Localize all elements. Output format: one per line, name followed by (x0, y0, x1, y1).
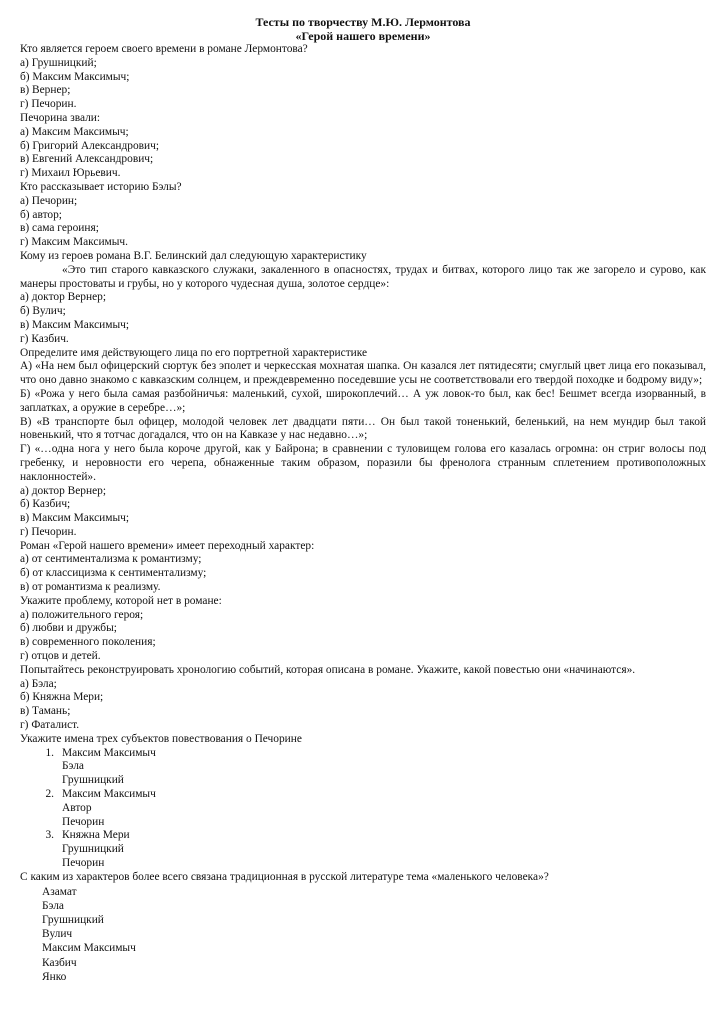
question-5 (20, 347, 706, 540)
question-9 (20, 733, 706, 871)
question-text: Кто рассказывает историю Бэлы? (20, 180, 182, 193)
option-name: Бэла (62, 760, 84, 773)
answer-option: б) Максим Максимыч; (20, 70, 130, 83)
question-text: Кому из героев романа В.Г. Белинский дал следующую характеристику (20, 249, 367, 262)
question-3 (20, 181, 706, 250)
portrait-d: Г) «…одна нога у него была короче другой, как у Байрона; в сравнении с туловищем голова его казалась огромна: он стриг волосы под гребенку, и неровности его черепа, обнаженные таким образом, поразили бы френолога странным сплетением противоположных наклонностей». (20, 443, 706, 483)
answer-option: г) Михаил Юрьевич. (20, 167, 121, 180)
question-text: Укажите имена трех субъектов повествования о Печорине (20, 732, 302, 745)
answer-option: б) Вулич; (20, 305, 66, 318)
numbered-option-3 (20, 829, 706, 843)
answer-option: в) Евгений Александрович; (20, 153, 154, 166)
option-name: Грушницкий (62, 774, 124, 787)
answer-option: Максим Максимыч (42, 942, 136, 955)
question-text: С каким из характеров более всего связана традиционная в русской литературе тема «маленького человека»? (20, 870, 549, 883)
question-1 (20, 43, 706, 112)
answer-option: б) Княжна Мери; (20, 691, 104, 704)
answer-option: б) от классицизма к сентиментализму; (20, 567, 207, 580)
numbered-option-2 (20, 788, 706, 802)
question-6 (20, 540, 706, 595)
answer-option: в) сама героиня; (20, 222, 99, 235)
question-2 (20, 112, 706, 181)
answer-option: г) Казбич. (20, 332, 69, 345)
answer-option: б) автор; (20, 208, 62, 221)
answer-option: Вулич (42, 928, 73, 941)
option-number: 1. (45, 746, 54, 759)
answer-option: в) Максим Максимыч; (20, 318, 130, 331)
answer-option: г) Максим Максимыч. (20, 236, 128, 249)
answer-option: в) Тамань; (20, 705, 71, 718)
question-7 (20, 595, 706, 664)
answer-option: Бэла (42, 899, 64, 912)
option-number: 3. (45, 829, 54, 842)
answer-option: б) Казбич; (20, 498, 71, 511)
portrait-b: Б) «Рожа у него была самая разбойничья: маленький, сухой, широкоплечий… А уж ловок-то был, как бес! Бешмет всегда изорванный, в заплатках, а оружие в серебре…»; (20, 387, 706, 414)
question-text: Печорина звали: (20, 111, 101, 124)
question-text: Попытайтесь реконструировать хронологию событий, которая описана в романе. Укажите, какой повестью они «начинаются». (20, 663, 636, 676)
answer-option: г) Печорин. (20, 525, 77, 538)
option-name: Княжна Мери (62, 829, 130, 842)
numbered-option-1 (20, 747, 706, 761)
question-text: Определите имя действующего лица по его портретной характеристике (20, 346, 368, 359)
title-line-1: Тесты по творчеству М.Ю. Лермонтова (255, 15, 471, 29)
question-text: Укажите проблему, которой нет в романе: (20, 594, 222, 607)
answer-option: в) от романтизма к реализму. (20, 581, 161, 594)
answer-option: в) Максим Максимыч; (20, 512, 130, 525)
portrait-c: В) «В транспорте был офицер, молодой человек лет двадцати пяти… Он был такой тоненький, беленький, на нем мундир был такой новенький, что я тотчас догадался, что он на Кавказе у нас недавно…»; (20, 415, 706, 442)
question-10 (20, 871, 706, 984)
portrait-a: А) «На нем был офицерский сюртук без эполет и черкесская мохнатая шапка. Он казался лет пятидесяти; смуглый цвет лица его показывал, что оно давно знакомо с кавказским солнцем, и преждевременно поседевшие усы не соответствовали его твердой походке и бодрому виду»; (20, 360, 706, 387)
answer-option: а) доктор Вернер; (20, 291, 106, 304)
answer-option: а) положительного героя; (20, 608, 144, 621)
option-name: Печорин (62, 857, 105, 870)
answer-option: а) Максим Максимыч; (20, 125, 129, 138)
answer-option: г) Фаталист. (20, 719, 80, 732)
answer-option: в) современного поколения; (20, 636, 156, 649)
option-number: 2. (45, 788, 54, 801)
option-name: Максим Максимыч (62, 788, 156, 801)
answer-option: Янко (42, 970, 67, 983)
answer-option: г) отцов и детей. (20, 650, 101, 663)
answer-option: Грушницкий (42, 914, 104, 927)
option-name: Максим Максимыч (62, 746, 156, 759)
document-title (20, 15, 706, 43)
answer-option: а) от сентиментализма к романтизму; (20, 553, 202, 566)
answer-option: Азамат (42, 885, 77, 898)
answer-option: а) доктор Вернер; (20, 484, 106, 497)
option-name: Автор (62, 801, 92, 814)
answer-option: в) Вернер; (20, 84, 71, 97)
question-text: Кто является героем своего времени в романе Лермонтова? (20, 43, 308, 55)
question-4 (20, 250, 706, 347)
quote-text: «Это тип старого кавказского служаки, закаленного в опасностях, трудах и битвах, которого лицо так же загорело и сурово, как манеры простоваты и грубы, но у которого чудесная душа, золотое сердце»: (20, 263, 706, 290)
answer-option: Казбич (42, 956, 77, 969)
option-name: Грушницкий (62, 843, 124, 856)
answer-option: а) Печорин; (20, 194, 78, 207)
answer-option: б) любви и дружбы; (20, 622, 117, 635)
answer-option: а) Бэла; (20, 677, 57, 690)
answer-option: а) Грушницкий; (20, 56, 97, 69)
question-8 (20, 664, 706, 733)
question-text: Роман «Герой нашего времени» имеет переходный характер: (20, 539, 315, 552)
option-name: Печорин (62, 815, 105, 828)
title-line-2: «Герой нашего времени» (295, 29, 431, 43)
answer-option: г) Печорин. (20, 98, 77, 111)
answer-option: б) Григорий Александрович; (20, 139, 160, 152)
